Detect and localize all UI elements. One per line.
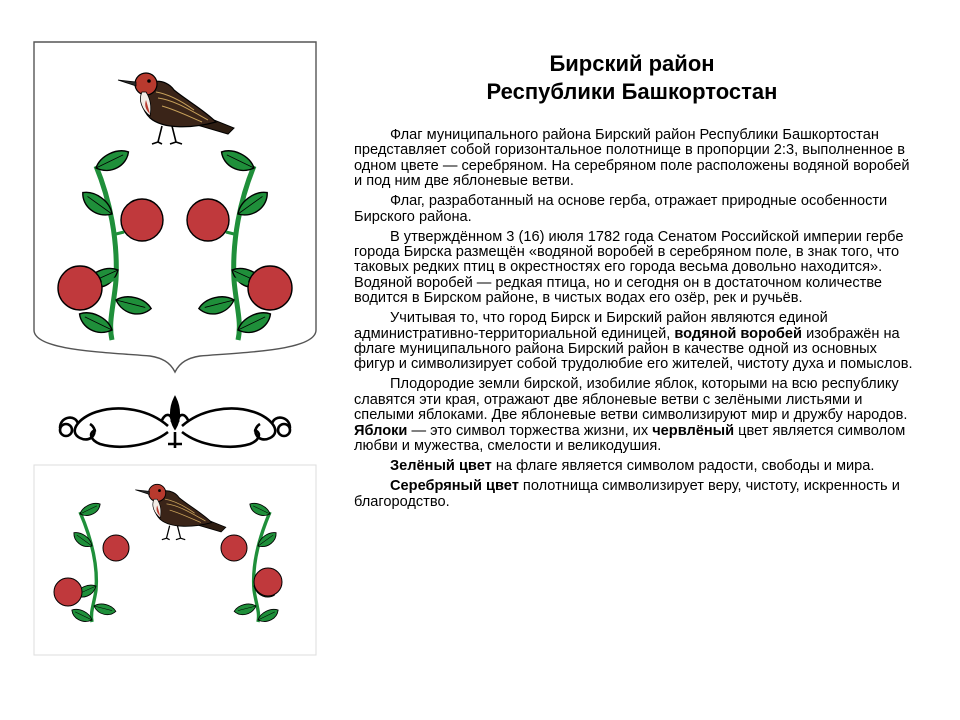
highlight-red-color: червлёный bbox=[652, 422, 735, 439]
title-line-2: Республики Башкортостан bbox=[486, 79, 778, 104]
coat-of-arms-and-flag-artwork bbox=[0, 0, 340, 720]
highlight-silver-color: Серебряный цвет bbox=[390, 478, 519, 495]
paragraph-silver-color: Серебряный цвет полотнища символизирует веру, чистоту, искренность и благородство. bbox=[354, 478, 900, 510]
page-title bbox=[352, 50, 912, 106]
ornamental-divider bbox=[60, 398, 290, 448]
coat-of-arms-shield bbox=[34, 42, 316, 372]
paragraph-flag-origin: Флаг, разработанный на основе герба, отражает природные особенности Бирского района. bbox=[354, 193, 888, 225]
paragraph-apple-branches: Плодородие земли бирской, изобилие яблок, которыми на всю республику славятся эти края, отражают две яблоневые ветви с зелёными листьями и спелыми яблоками. Две яблоневые ветви символизируют мир и дружбу народов. Яблоки — это символ торжества жизни, их червлёный цвет является символом любви и мужества, смелости и великодушия. bbox=[354, 376, 908, 455]
district-flag bbox=[34, 465, 316, 655]
description-text bbox=[354, 128, 914, 515]
highlight-green-color: Зелёный цвет bbox=[390, 458, 492, 475]
paragraph-green-color: Зелёный цвет на флаге является символом радости, свободы и мира. bbox=[390, 458, 875, 475]
paragraph-history: В утверждённом 3 (16) июля 1782 года Сенатом Российской империи гербе города Бирска размещён «водяной воробей в серебряном поле, в знак того, что таковых редких птиц в окрестностях его города весьма довольно находится». Водяной воробей — редкая птица, но и сегодня он в достаточном количестве водится в Бирском районе, в чистых водах его озёр, рек и ручьёв. bbox=[354, 228, 904, 307]
highlight-water-sparrow: водяной воробей bbox=[674, 325, 803, 342]
paragraph-sparrow-symbol: Учитывая то, что город Бирск и Бирский район являются единой административно-территориальной единицей, водяной воробей изображён на флаге муниципального района Бирский район в качестве одной из основных фигур и символизирует собой трудолюбие его жителей, чистоту духа и помыслов. bbox=[354, 310, 913, 373]
highlight-apples: Яблоки bbox=[354, 422, 408, 439]
title-line-1: Бирский район bbox=[549, 51, 715, 76]
paragraph-flag-description: Флаг муниципального района Бирский район Республики Башкортостан представляет собой горизонтальное полотнище в пропорции 2:3, выполненное в одном цвете — серебряном. На серебряном поле расположены водяной воробей и под ним две яблоневые ветви. bbox=[354, 127, 910, 190]
